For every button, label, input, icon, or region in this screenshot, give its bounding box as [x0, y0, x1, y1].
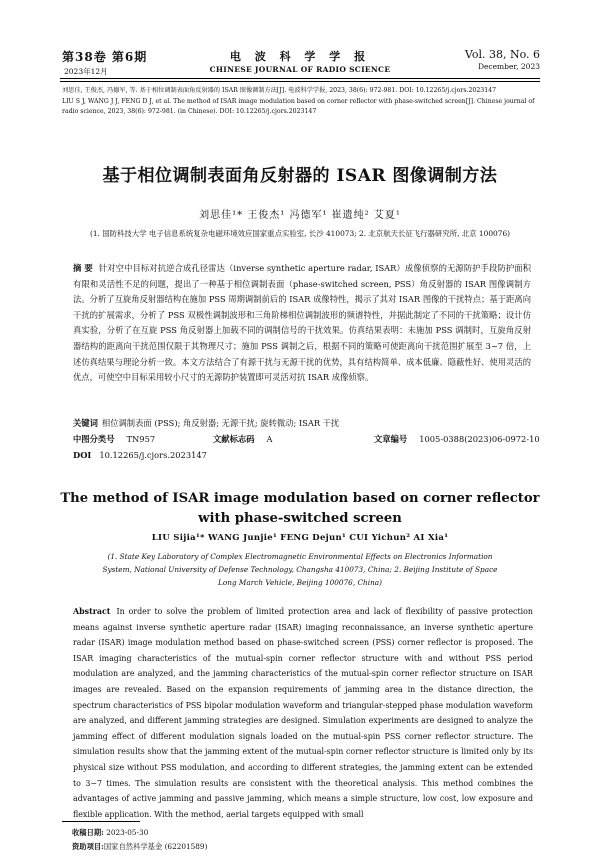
header-center	[160, 48, 440, 74]
title-cn: 基于相位调制表面角反射器的 ISAR 图像调制方法	[102, 166, 498, 186]
funding-value: 国家自然科学基金 (62201589)	[103, 842, 208, 851]
authors-en: LIU Sijia¹* WANG Junjie¹ FENG Dejun¹ CUI Yichun² AI Xia¹	[151, 533, 449, 543]
doi-value: 10.12265/j.cjors.2023147	[99, 450, 207, 460]
abstract-en	[73, 604, 533, 822]
article-number	[374, 433, 540, 445]
article-label: 文章编号	[374, 434, 408, 444]
doi	[73, 450, 207, 460]
received-date	[72, 826, 207, 840]
document-code	[213, 433, 273, 445]
affiliation-cn: (1. 国防科技大学 电子信息系统复杂电磁环境效应国家重点实验室, 长沙 410073; 2. 北京航天长征飞行器研究所, 北京 100076)	[89, 229, 511, 238]
journal-name-en: CHINESE JOURNAL OF RADIO SCIENCE	[209, 65, 391, 74]
header-left	[62, 48, 147, 77]
abstract-cn-text: 针对空中目标对抗逆合成孔径雷达（inverse synthetic aperture radar, ISAR）成像侦察的无源防护手段防护面积有限和灵活性不足的问题，提出了一种基于相位调制表面（phase-switched screen, PSS）角反射器的 ISAR 图像调制方法。分析了互旋角反射器结构在施加 PSS 周期调制前后的 ISAR 成像特性，揭示了其对 ISAR 图像的干扰特点；基于距离向干扰的扩展需求，分析了 PSS 双极性调制波形和三角阶梯相位调制波形的频谱特性，并据此制定了不同的干扰策略；设计仿真实验，分析了在互旋 PSS 角反射器上加载不同的调制信号的干扰效果。仿真结果表明：未施加 PSS 调制时，互旋角反射器结构的距离向干扰范围仅限于其物理尺寸；施加 PSS 调制之后，根据不同的策略可使距离向干扰范围扩展至 3~7 倍，上述仿真结果与理论分析一致。本文方法结合了有源干扰与无源干扰的优势，具有结构简单、成本低廉、隐蔽性好、使用灵活的优点，可使空中目标采用较小尺寸的无源防护装置即可灵活对抗 ISAR 成像侦察。	[73, 263, 531, 383]
funding	[72, 840, 207, 854]
abstract-cn	[73, 261, 531, 386]
abstract-en-text: In order to solve the problem of limited protection area and lack of flexibility of passive protection means against inverse synthetic aperture radar (ISAR) imaging reconnaissance, an inverse synthetic aperture radar (ISAR) image modulation method based on phase-switched screen (PSS) corner reflector is proposed. The ISAR imaging characteristics of the mutual-spin corner reflector structure with and without PSS period modulation are analyzed, and the jamming characteristics of the mutual-spin corner reflector structure on ISAR images are revealed. Based on the expansion requirements of jamming area in the distance direction, the spectrum characteristics of PSS bipolar modulation waveform and triangular-stepped phase modulation waveform are analyzed, and different jamming strategies are designed. Simulation experiments are designed to analyze the jamming effect of different modulation signals loaded on the mutual-spin PSS corner reflector structure. The simulation results show that the jamming extent of the mutual-spin corner reflector structure is limited only by its physical size without PSS modulation, and according to different strategies, the jamming extent can be extended to 3−7 times. The simulation results are consistent with the theoretical analysis. This method combines the advantages of active jamming and passive jamming, which means a simple structure, low cost, low exposure and flexible application. With the method, aerial targets equipped with small	[73, 607, 533, 819]
received-value: 2023-05-30	[106, 828, 149, 837]
keywords-cn	[73, 417, 531, 429]
clc-number	[73, 433, 155, 445]
date-en: December, 2023	[477, 62, 540, 71]
header-right	[465, 48, 540, 71]
doi-label: DOI	[73, 450, 92, 460]
doc-value: A	[266, 434, 273, 444]
article-value: 1005-0388(2023)06-0972-10	[419, 434, 540, 444]
clc-value: TN957	[126, 434, 156, 444]
journal-name-cn: 电 波 科 学 学 报	[229, 50, 371, 63]
footnote-divider	[62, 821, 140, 822]
volume-cn: 第38卷 第6期	[62, 50, 148, 64]
header-divider	[60, 78, 540, 82]
title-en: The method of ISAR image modulation based on corner reflector with phase-switched screen	[60, 491, 540, 526]
received-label: 收稿日期:	[72, 828, 104, 837]
keywords-cn-label: 关键词	[73, 418, 98, 428]
citation-block	[62, 86, 540, 118]
date-cn: 2023年12月	[64, 67, 108, 76]
abstract-en-label: Abstract	[73, 607, 111, 616]
citation-en: LIU S J, WANG J J, FENG D J, et al. The method of ISAR image modulation based on corner reflector with phase-switched screen[J]. Chinese journal of radio science, 2023, 38(6): 972-981. (in Chinese). DOI: 10.12265/j.cjors.2023147	[62, 97, 535, 116]
doc-label: 文献标志码	[213, 434, 255, 444]
affiliation-en: (1. State Key Laboratory of Complex Electromagnetic Environmental Effects on Electronics Information System, National University of Defense Technology, Changsha 410073, China; 2. Beijing Institute of Space Long March Vehicle, Beijing 100076, China)	[102, 552, 498, 587]
abstract-cn-label: 摘 要	[73, 263, 93, 273]
funding-label: 资助项目:	[72, 842, 104, 851]
authors-cn: 刘思佳¹* 王俊杰¹ 冯德军¹ 崔遗纯² 艾夏¹	[199, 210, 401, 221]
keywords-cn-text: 相位调制表面 (PSS); 角反射器; 无源干扰; 旋转微动; ISAR 干扰	[101, 418, 340, 428]
volume-en: Vol. 38, No. 6	[464, 48, 540, 61]
footnote	[72, 826, 207, 854]
citation-cn: 刘思佳, 王俊杰, 冯德军, 等. 基于相位调制表面角反射器的 ISAR 图像调制方法[J]. 电波科学学报, 2023, 38(6): 972-981. DOI: 10.12265/j.cjors.2023147	[62, 87, 497, 94]
clc-label: 中图分类号	[73, 434, 115, 444]
